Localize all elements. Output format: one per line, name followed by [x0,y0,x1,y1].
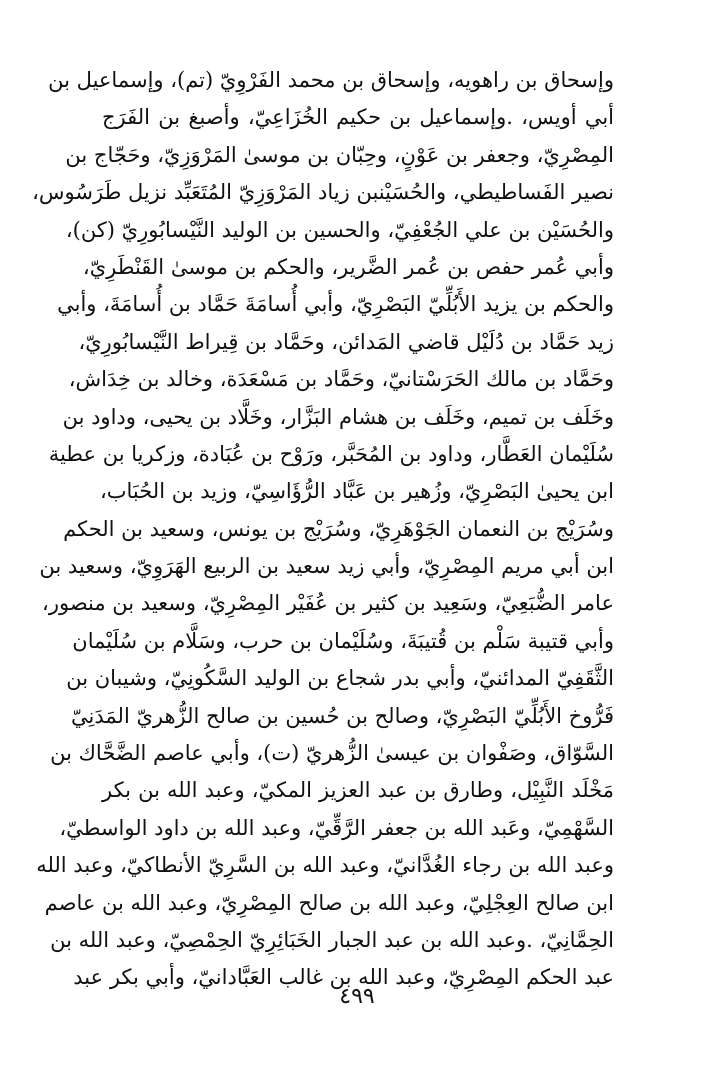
text-line: الحِمَّانِيّ، .وعبد الله بن عبد الجبار الخَبَائِرِيّ الحِمْصِيّ، وعبد الله بن [50,927,614,952]
text-line: المِصْرِيّ، وجعفر بن عَوْنٍ، وحِبّان بن موسىٰ المَرْوَزِيّ، وحَجّاج بن [65,142,614,167]
text-line: عامر الضُّبَعِيّ، وسَعِيد بن كثير بن عُفَيْر المِصْرِيّ، وسعيد بن منصور، [42,591,614,616]
text-line: والحُسَيْن بن علي الجُعْفِيّ، والحسين بن الوليد النَّيْسابُورِيّ (كن)، [65,217,614,242]
text-line: وأبي عُمر حفص بن عُمر الضَّرير، والحكم بن موسىٰ القَنْطَرِيّ، [82,254,614,279]
text-line: الثَّقَفِيّ المدائنيّ، وأبي بدر شجاع بن الوليد السَّكُونِيّ، وشيبان بن [66,666,614,691]
text-line: أبي أويس، .وإسماعيل بن حكيم الخُزَاعِيّ، وأصبغ بن الفَرَج [102,105,614,130]
text-line: وإسحاق بن راهويه، وإسحاق بن محمد الفَرْوِيّ (تم)، وإسماعيل بن [48,68,614,92]
text-line: نصير الفَساطيطي، والحُسَيْنبن زياد المَرْوَزِيّ المُتَعَبِّد نزيل طَرَسُوس، [32,180,614,205]
text-line: وحَمَّاد بن مالك الحَرَسْتانيّ، وحَمَّاد بن مَسْعَدَة، وخالد بن خِدَاش، [68,367,614,392]
text-line: وأبي قتيبة سَلْم بن قُتيبَةَ، وسُلَيْمان بن حرب، وسَلَّام بن سُلَيْمان [72,628,614,653]
text-line: ابن صالح العِجْلِيّ، وعبد الله بن صالح المِصْرِيّ، وعبد الله بن عاصم [44,890,614,915]
text-line: السَّوّاق، وصَفْوان بن عيسىٰ الزُّهريّ (ت)، وأبي عاصم الضَّحَّاك بن [50,741,614,766]
page-number: ٤٩٩ [339,984,375,1009]
text-line: مَخْلَد النَّبِيْل، وطارق بن عبد العزيز المكيّ، وعبد الله بن بكر [102,778,614,803]
text-line: زيد حَمَّاد بن دُلَيْل قاضي المَدائن، وحَمَّاد بن قِيراط النَّيْسابُورِيّ، [78,329,614,354]
text-line: السَّهْمِيّ، وعَبد الله بن جعفر الرَّقِّيّ، وعبد الله بن داود الواسطيّ، [59,815,614,840]
body-text [32,62,614,997]
text-line: ابن يحيىٰ البَصْرِيّ، وزُهير بن عَبَّاد الرُّؤَاسِيّ، وزيد بن الحُبَاب، [99,479,614,504]
text-line: عبد الحكم المِصْرِيّ، وعبد الله بن غالب العَبَّادانيّ، وأبي بكر عبد [73,965,614,990]
text-line: وعبد الله بن رجاء الغُدَّانيّ، وعبد الله بن السَّرِيّ الأنطاكيّ، وعبد الله [36,853,614,878]
text-line: فَرُّوخ الأَبُلِّيّ البَصْرِيّ، وصالح بن حُسين بن صالح الزُّهريّ المَدَنِيّ [71,703,614,728]
text-line: ابن أبي مريم المِصْرِيّ، وأبي زيد سعيد بن الربيع الهَرَوِيّ، وسعيد بن [39,554,614,579]
text-line: وخَلَف بن تميم، وخَلَف بن هشام البَزَّار، وخَلَّاد بن يحيى، وداود بن [62,404,614,429]
text-line: وسُرَيْج بن النعمان الجَوْهَرِيّ، وسُرَيْج بن يونس، وسعيد بن الحكم [63,516,614,541]
text-line: والحكم بن يزيد الأَبُلِّيّ البَصْرِيّ، وأبي أُسامَةَ حَمَّاد بن أُسامَةَ، وأبي [57,292,614,317]
text-line: سُلَيْمان العَطَّار، وداود بن المُحَبَّر، ورَوْح بن عُبَادة، وزكريا بن عطية [48,441,614,466]
